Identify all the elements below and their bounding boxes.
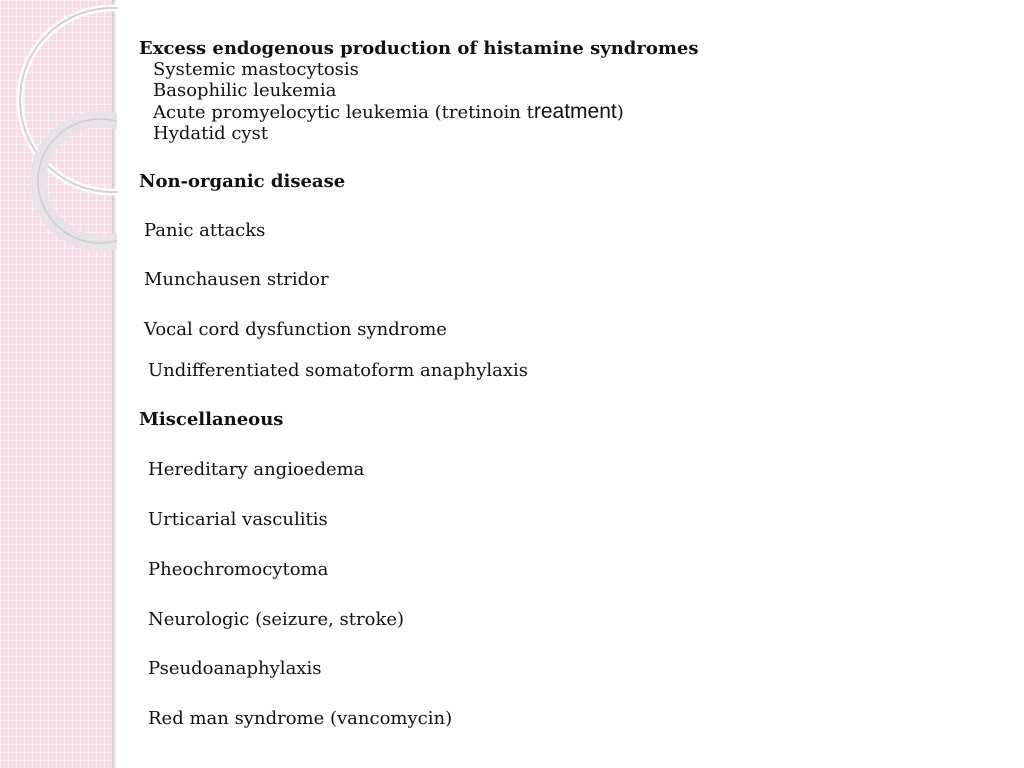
item-basophilic-leukemia: Basophilic leukemia <box>153 80 337 101</box>
item-hydatid-cyst: Hydatid cyst <box>153 123 269 144</box>
item-urticarial-vasculitis: Urticarial vasculitis <box>148 509 328 530</box>
decorative-rings <box>0 0 117 768</box>
item-pheochromocytoma: Pheochromocytoma <box>148 559 329 580</box>
small-ring <box>38 119 117 243</box>
heading-histamine: Excess endogenous production of histamine syndromes <box>139 38 699 59</box>
slide-content <box>139 38 999 729</box>
item-systemic-mastocytosis: Systemic mastocytosis <box>153 59 359 80</box>
heading-non-organic: Non-organic disease <box>139 171 346 192</box>
item-neurologic: Neurologic (seizure, stroke) <box>148 609 405 630</box>
item-pseudoanaphylaxis: Pseudoanaphylaxis <box>148 658 322 679</box>
item-red-man-syndrome: Red man syndrome (vancomycin) <box>148 708 453 729</box>
item-panic-attacks: Panic attacks <box>144 220 266 241</box>
item-hereditary-angioedema: Hereditary angioedema <box>148 459 365 480</box>
item-vocal-cord-dysfunction: Vocal cord dysfunction syndrome <box>144 319 447 340</box>
item-acute-promyelocytic-leukemia: Acute promyelocytic leukemia (tretinoin treatment) <box>153 100 624 123</box>
item-munchausen-stridor: Munchausen stridor <box>144 269 329 290</box>
heading-miscellaneous: Miscellaneous <box>139 409 284 430</box>
item-undifferentiated-somatoform: Undifferentiated somatoform anaphylaxis <box>148 360 528 381</box>
